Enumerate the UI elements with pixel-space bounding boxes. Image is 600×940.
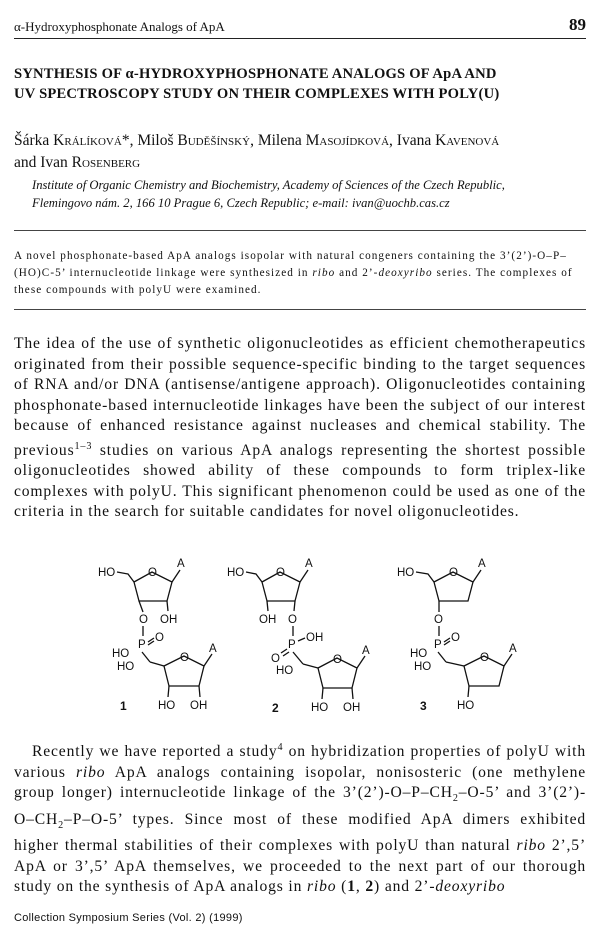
bond [303,664,318,668]
o-label: O [155,632,164,644]
corresponding-mark: *, [121,132,138,149]
phosphorus-label: P [138,639,146,651]
bond [468,686,469,697]
author-3-last: Masojídková [305,132,390,149]
paragraph-text: ) and 2’- [374,878,436,896]
ring-oxygen-label: O [180,652,189,664]
oh-label: OH [190,700,208,712]
ho-label: HO [117,661,135,673]
paragraph-text: The idea of the use of synthetic oligonucleotides as efficient chemotherapeutics originated from their possible sequence-specific binding to the target sequences of RNA and/or DNA (antisense/antigene approach). Oligonucleotides containing phosphonate-based internucleotide linkages have been the subject of our interest because of enhanced resistance against nucleases and chemical stability. The previous [14,335,586,459]
bond [168,686,169,697]
oh-label: OH [259,614,277,626]
body-paragraph-1 [14,334,586,523]
ho-label: HO [98,567,116,579]
ho-label: HO [227,567,245,579]
paper-title [14,64,586,104]
bond [446,662,464,666]
paragraph-text: Recently we have reported a study [32,743,278,761]
author-1-last: Králíková [53,132,122,149]
reference-superscript: 4 [277,742,284,753]
bond [267,601,268,611]
ho-label: HO [311,702,329,714]
italic-term: deoxyribo [435,878,506,896]
bond [438,652,446,662]
paragraph-text: on hybridization properties of polyU with various [14,743,586,781]
author-3-first: Milena [257,132,306,149]
ho-label: HO [414,661,432,673]
ho-label: HO [457,700,475,712]
author-5-first: and Ivan [14,154,72,171]
paragraph-text: ( [336,878,348,896]
ring-oxygen-label: O [276,567,285,579]
bond [294,601,295,611]
subscript: 2 [58,819,65,831]
o-label: O [271,653,280,665]
phosphorus-label: P [434,639,442,651]
affiliation-line-2: Flemingovo nám. 2, 166 10 Prague 6, Czech Republic; e-mail: ivan@uochb.cas.cz [32,196,450,210]
base-label: A [362,645,370,657]
body-paragraph-2 [14,738,586,898]
abstract-top-rule [14,230,586,231]
base-label: A [478,558,486,570]
abstract [14,248,586,299]
affiliation-line-1: Institute of Organic Chemistry and Biochemistry, Academy of Sciences of the Czech Republic, [32,178,505,192]
author-2-first: Miloš [137,132,178,149]
ho-label: HO [112,648,130,660]
paragraph-text: –O-5’ and 3’(2’)-O–CH [14,784,587,828]
author-1-first: Šárka [14,132,54,149]
double-bond [281,649,287,653]
double-bond [283,652,289,656]
base-label: A [177,558,185,570]
bond [246,572,262,582]
bond [300,570,308,582]
abstract-text: and 2’- [335,267,379,279]
ring-oxygen-label: O [148,567,157,579]
running-head [14,14,586,39]
compound-ref: 2 [365,878,375,896]
structure-3 [397,558,517,713]
paragraph-text: , [355,878,366,896]
bond [199,686,200,697]
structure-1 [98,558,217,713]
base-label: A [209,643,217,655]
italic-term: ribo [307,878,337,896]
page-footer: Collection Symposium Series (Vol. 2) (1999) [14,912,243,924]
base-label: A [509,643,517,655]
compound-number: 1 [120,699,127,713]
oh-label: OH [343,702,361,714]
ho-label: HO [397,567,415,579]
compound-number: 2 [272,701,279,715]
paragraph-text: 2’,5’ ApA or 3’,5’ ApA themselves, we proceeded to the next part of our thorough study on the synthesis of ApA analogs in [14,837,586,896]
bond [416,572,434,582]
ring-oxygen-label: O [480,652,489,664]
o-label: O [451,632,460,644]
italic-term: ribo [516,837,546,855]
bond [117,572,134,582]
abstract-text: series. The complexes of these compounds with polyU were examined. [14,267,573,296]
abstract-text: A novel phosphonate-based ApA analogs isopolar with natural congeners containing the 3’(2’)-O–P–(HO)C-5’ internucleotide linkage were synthesized in [14,250,567,279]
bond [473,570,481,582]
subscript: 2 [452,793,459,805]
bond [172,570,180,582]
o-label: O [139,614,148,626]
bond [142,652,150,662]
author-4-last: Kavenová [435,132,500,149]
compound-number: 3 [420,699,427,713]
abstract-bottom-rule [14,309,586,310]
italic-term: ribo [76,763,106,781]
affiliation [32,176,586,212]
o-label: O [434,614,443,626]
bond [150,662,164,666]
running-head-title: α-Hydroxyphosphonate Analogs of ApA [14,19,225,34]
structure-2 [227,558,370,715]
reference-superscript: 1–3 [74,440,93,452]
paragraph-text: studies on various ApA analogs representing the shortest possible oligonucleotides showed ability of these compounds to form triplex-like complexes with polyU. This significant phenomenon could be used as one of the criteria in the search for suitable candidates for novel oligonucleotides. [14,441,586,521]
oh-label: OH [160,614,178,626]
o-label: O [288,614,297,626]
ho-label: HO [276,665,294,677]
bond [204,654,212,666]
ho-label: HO [158,700,176,712]
paragraph-text: –P–O-5’ types. Since most of these modified ApA dimers exhibited higher thermal stabilities of their complexes with polyU than natural [14,810,586,855]
bond [352,688,353,699]
author-separator: , [389,132,397,149]
paragraph-text: ApA analogs containing isopolar, nonisosteric (one methylene group longer) internucleotide linkage of the 3’(2’)-O–P–CH [14,763,586,802]
bond [298,638,305,641]
phosphorus-label: P [288,639,296,651]
author-list [14,130,586,174]
bond [139,601,143,612]
title-line-2: UV SPECTROSCOPY STUDY ON THEIR COMPLEXES WITH POLY(U) [14,86,500,102]
ring-oxygen-label: O [449,567,458,579]
ring-oxygen-label: O [333,654,342,666]
bond [293,652,303,664]
title-line-1: SYNTHESIS OF α-HYDROXYPHOSPHONATE ANALOGS OF ApA AND [14,66,497,82]
abstract-italic: deoxyribo [378,267,433,279]
page-number: 89 [569,15,586,34]
author-separator: , [250,132,258,149]
base-label: A [305,558,313,570]
bond [322,688,323,699]
chemical-structures-figure [0,556,600,726]
abstract-italic: ribo [312,267,336,279]
bond [504,654,512,666]
bond [357,656,365,668]
author-2-last: Buděšínský [177,132,251,149]
author-4-first: Ivana [396,132,436,149]
oh-label: OH [306,632,324,644]
ho-label: HO [410,648,428,660]
bond [167,601,168,611]
compound-ref: 1 [347,878,356,896]
author-5-last: Rosenberg [71,154,141,171]
